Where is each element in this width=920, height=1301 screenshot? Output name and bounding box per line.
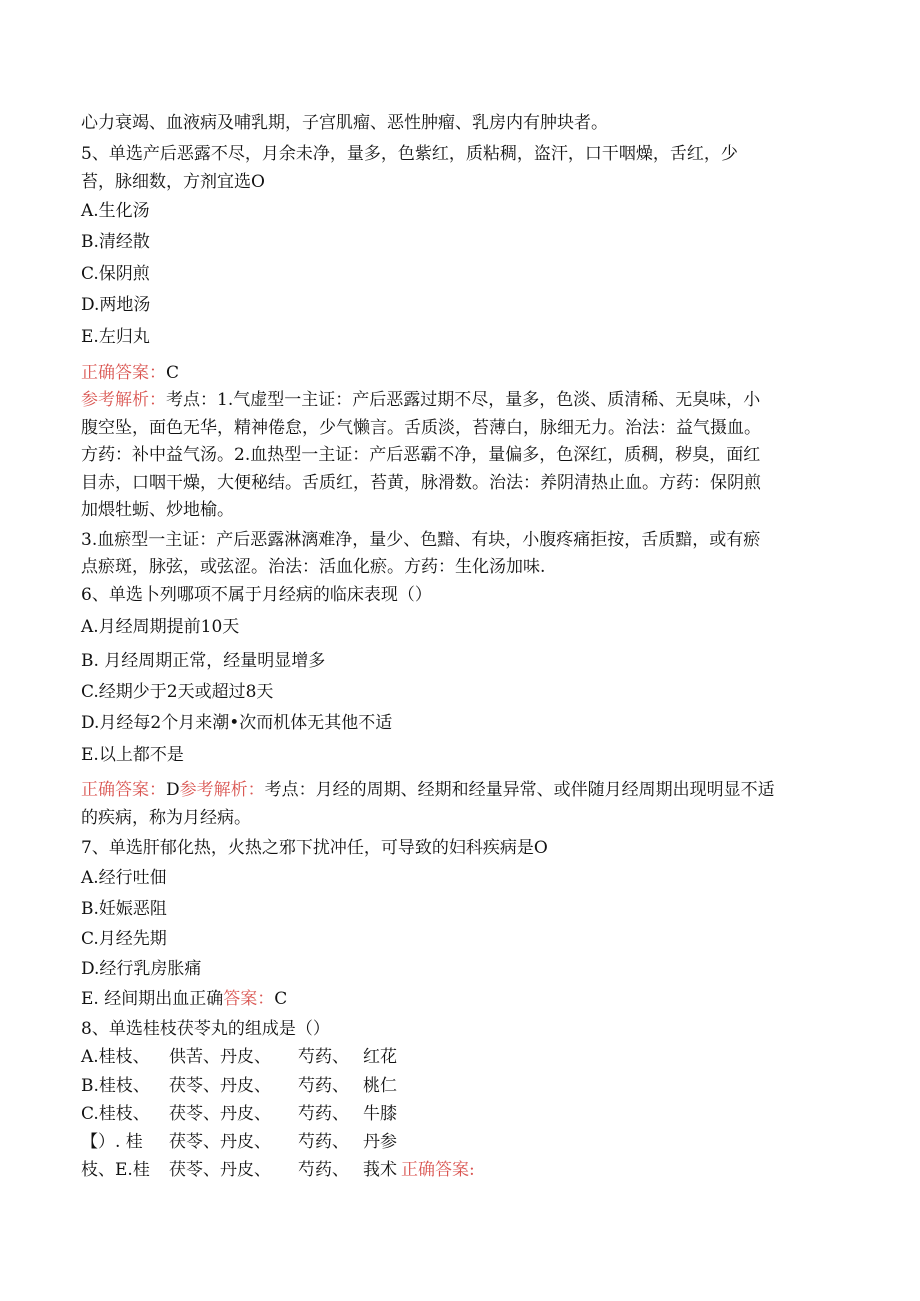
option-c: C.保阴煎 [81,264,150,284]
option-cell: C.桂枝、 [81,1104,150,1124]
option-cell: 茯苓、丹皮、 [169,1076,271,1096]
answer-value: C [166,363,180,383]
option-cell: 枝、E.桂 [81,1160,150,1180]
analysis-label: 参考解析： [179,780,265,800]
option-a: A.月经周期提前10天 [81,617,240,637]
option-a [81,1047,397,1067]
option-e: E.以上都不是 [81,745,184,765]
analysis-line: 目赤，口咽干燥，大便秘结。舌质红，苔黄，脉滑数。治法：养阴清热止血。方药：保阴煎 [81,473,761,493]
analysis-line: 加煨牡蛎、炒地榆。 [81,500,234,520]
question-5-stem: 苔，脉细数，方剂宜选O [81,172,265,192]
question-7-stem: 7、单选肝郁化热，火热之邪下扰冲任，可导致的妇科疾病是O [81,838,548,858]
option-cell: 莪术 [363,1160,397,1180]
answer-label: 答案： [223,989,275,1009]
option-cell: 芍药、 [298,1076,349,1096]
option-cell: 茯苓、丹皮、 [169,1160,271,1180]
analysis-line [81,390,760,410]
answer-line [81,363,179,383]
option-a: A.生化汤 [81,201,150,221]
answer-line [81,989,287,1009]
option-b: B. 月经周期正常，经量明显增多 [81,651,326,671]
option-a: A.经行吐佃 [81,868,167,888]
text-line: 心力衰竭、血液病及哺乳期，子宫肌瘤、恶性肿瘤、乳房内有肿块者。 [81,113,608,133]
option-e: E. 经间期出血正确 [81,989,224,1009]
option-cell: 牛膝 [363,1104,397,1124]
option-cell: 桃仁 [363,1076,397,1096]
option-cell: 芍药、 [298,1104,349,1124]
analysis-line: 的疾病，称为月经病。 [81,808,251,828]
analysis-label: 参考解析： [81,390,166,410]
answer-value: D [166,780,180,800]
option-b [81,1076,397,1096]
option-e [81,1160,475,1180]
option-cell: 红花 [363,1047,397,1067]
option-b: B.妊娠恶阻 [81,899,167,919]
answer-label: 正确答案: [401,1160,475,1180]
option-d: D.月经每2个月来潮•次而机体无其他不适 [81,713,393,733]
option-b: B.清经散 [81,232,150,252]
option-d [81,1132,397,1152]
option-cell: 芍药、 [298,1132,349,1152]
analysis-line: 方药：补中益气汤。2.血热型一主证：产后恶霸不净，量偏多，色深红，质稠，秽臭，面红 [81,445,761,465]
analysis-line: 点瘀斑，脉弦，或弦涩。治法：活血化瘀。方药：生化汤加味. [81,557,546,577]
option-cell: 供苦、丹皮、 [169,1047,271,1067]
option-cell: 丹参 [363,1132,397,1152]
option-cell: 茯苓、丹皮、 [169,1132,271,1152]
answer-label: 正确答案： [81,363,166,383]
option-cell: A.桂枝、 [81,1047,150,1067]
option-c: C.经期少于2天或超过8天 [81,682,274,702]
analysis-line: 腹空坠，面色无华，精神倦怠，少气懒言。舌质淡，苔薄白，脉细无力。治法：益气摄血。 [81,418,761,438]
answer-line [81,780,775,800]
option-cell: 茯苓、丹皮、 [169,1104,271,1124]
option-cell: 芍药、 [298,1160,349,1180]
analysis-text: 考点：月经的周期、经期和经量异常、或伴随月经周期出现明显不适 [264,780,775,800]
question-8-stem: 8、单选桂枝茯苓丸的组成是（） [81,1019,330,1039]
option-c [81,1104,397,1124]
question-6-stem: 6、单选卜列哪项不属于月经病的临床表现（） [81,585,432,605]
option-d: D.经行乳房胀痛 [81,959,202,979]
answer-value: C [274,989,288,1009]
answer-label: 正确答案： [81,780,166,800]
option-e: E.左归丸 [81,327,150,347]
option-c: C.月经先期 [81,929,167,949]
option-cell: 芍药、 [298,1047,349,1067]
option-cell: B.桂枝、 [81,1076,150,1096]
option-cell: 【）. 桂 [81,1132,143,1152]
analysis-text: 考点：1.气虚型一主证：产后恶露过期不尽，量多，色淡、质清稀、无臭味，小 [166,390,761,410]
question-5-stem: 5、单选产后恶露不尽，月余未净，量多，色紫红，质粘稠，盗汗，口干咽燥，舌红，少 [81,144,738,164]
analysis-line: 3.血瘀型一主证：产后恶露淋漓难净，量少、色黯、有块，小腹疼痛拒按，舌质黯，或有瘀 [81,530,761,550]
option-d: D.两地汤 [81,295,151,315]
